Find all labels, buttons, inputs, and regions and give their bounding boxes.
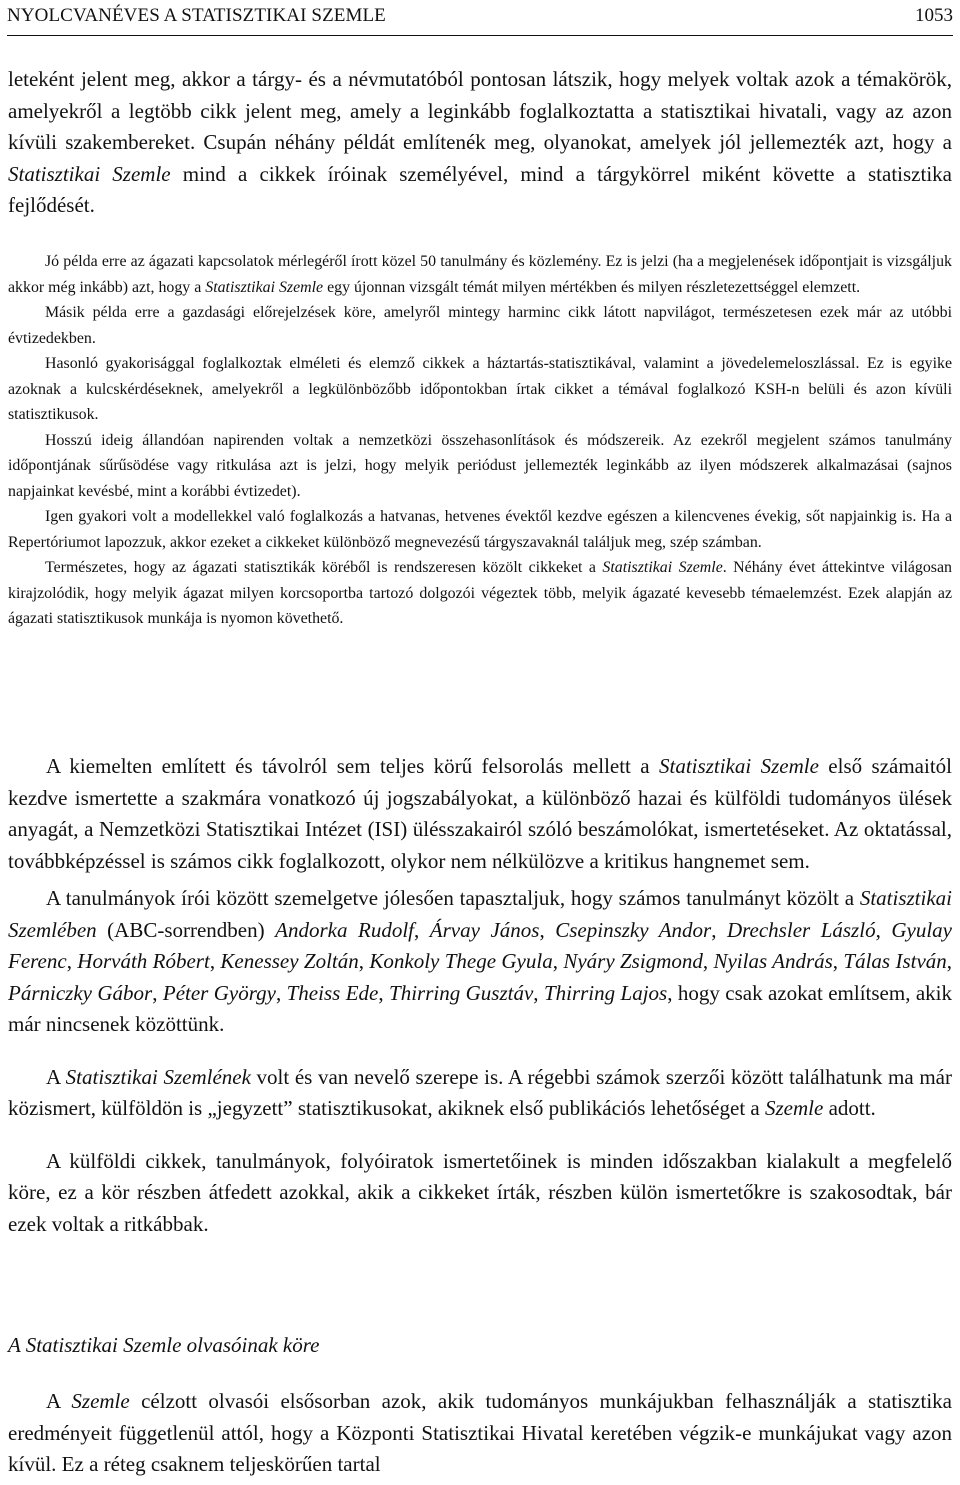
journal-name-italic: Statisztikai Szemle (8, 161, 171, 186)
author-name: Konkoly Thege Gyula (369, 949, 553, 973)
author-name: Csepinszky Andor (555, 917, 712, 942)
paragraph-authors: A tanulmányok írói között szemelgetve jólesően tapasztaljuk, hogy számos tanulmányt közölt a Statisztikai Szemlében (ABC-sorrendben) Andorka Rudolf, Árvay János, Csepinszky Andor, Drechsler László, Gyulay Ferenc, Horváth Róbert, Kenessey Zoltán, Konkoly Thege Gyula, Nyáry Zsigmond, Nyilas András, Tálas István, Párniczky Gábor, Péter György, Theiss Ede, Thirring Gusztáv, Thirring Lajos, hogy csak azokat említsem, akik már nincsenek közöttünk. (8, 886, 953, 1036)
journal-name-italic: Statisztikai Szemle (205, 278, 324, 296)
header-rule (7, 35, 953, 36)
example-paragraph-models: Igen gyakori volt a modellekkel való foglalkozás a hatvanas, hetvenes évektől kezdve egészen a kilencvenes évekig, sőt napjainkig is. Ha a Repertóriumot lapozzuk, akkor ezeket a cikkeket különböző megnevezésű tárgyszavaknál találjuk meg, szép számban. (8, 508, 952, 551)
author-name: Péter György (162, 980, 276, 1005)
author-name: Tálas István (843, 949, 947, 973)
author-name: Thirring Lajos (543, 980, 668, 1005)
section-heading: A Statisztikai Szemle olvasóinak köre (8, 1333, 320, 1357)
example-paragraph-io-tables: Jó példa erre az ágazati kapcsolatok mérlegéről írott közel 50 tanulmány és közlemény. Ez is jelzi (ha a megjelenések időpontjait is vizsgáljuk akkor még inkább) azt, hogy a Statisztikai Szemle egy újonnan vizsgált témát milyen mértékben és milyen részletezettséggel elemzett. (8, 253, 952, 296)
journal-name-italic: Statisztikai Szemlének (65, 1064, 251, 1089)
author-name: Thirring Gusztáv (389, 980, 534, 1005)
author-name: Andorka Rudolf (275, 917, 414, 942)
example-paragraph-household: Hasonló gyakorisággal foglalkoztak elméleti és elemző cikkek a háztartás-statisztikával, valamint a jövedelemeloszlással. Ez is egyike azoknak a kulcskérdéseknek, amelyekről a legkülönbözőbb időpontokban írtak cikket a témával foglalkozó KSH-n belüli és azon kívüli statisztikusok. (8, 355, 952, 423)
author-name: Nyáry Zsigmond (563, 949, 703, 973)
author-name: Theiss Ede (286, 980, 379, 1005)
journal-short-name-italic: Szemle (71, 1389, 130, 1413)
author-name: Párniczky Gábor (8, 980, 153, 1005)
author-name: Gyulay Ferenc (8, 917, 953, 973)
running-header (7, 4, 953, 28)
author-name: Horváth Róbert (77, 949, 210, 973)
author-name: Kenessey Zoltán (220, 949, 359, 973)
example-paragraph-sectoral: Természetes, hogy az ágazati statisztikák köréből is rendszeresen közölt cikkeket a Statisztikai Szemle. Néhány évet áttekintve világosan kirajzolódik, hogy melyik ágazat milyen korcsoportba tartozó dolgozói végeztek több, melyik ágazaté kevesebb témaelemzést. Ezek alapján az ágazati statisztikusok munkája is nyomon követhető. (8, 559, 952, 627)
author-name: Nyilas András (713, 949, 833, 973)
author-name: Drechsler László (726, 917, 876, 942)
example-paragraph-forecasts: Másik példa erre a gazdasági előrejelzések köre, amelyről mintegy harminc cikk látott napvilágot, természetesen ezek már az utóbbi évtizedekben. (8, 304, 952, 347)
page-number: 1053 (915, 5, 953, 26)
journal-title: NYOLCVANÉVES A STATISZTIKAI SZEMLE (7, 5, 386, 26)
journal-name-italic: Statisztikai Szemle (659, 754, 819, 778)
journal-name-italic: Statisztikai Szemlében (8, 886, 952, 942)
examples-block (8, 249, 952, 632)
journal-name-italic: Statisztikai Szemle (602, 559, 723, 576)
journal-short-name-italic: Szemle (764, 1096, 824, 1120)
main-text (8, 751, 952, 1261)
paragraph-foreign-reviews: A külföldi cikkek, tanulmányok, folyóiratok ismertetőinek is minden időszakban kialakult a megfelelő köre, ez a kör részben átfedett azokkal, akik a cikkeket írták, részben külön ismertetőkre is szakosodtak, bár ezek voltak a ritkábbak. (8, 1148, 952, 1236)
paragraph-educational-role: A Statisztikai Szemlének volt és van nevelő szerepe is. A régebbi számok szerzői között találhatunk ma már közismert, külföldön is „jegyzett” statisztikusokat, akiknek első publikációs lehetőséget a Szemle adott. (8, 1064, 952, 1120)
example-paragraph-international: Hosszú ideig állandóan napirenden voltak a nemzetközi összehasonlítások és módszereik. Az ezekről megjelent számos tanulmány időpontjának sűrűsödése vagy ritkulása azt is jelzi, hogy melyik periódust jellemezték leginkább az ilyen módszerek alkalmazásai (sajnos napjainkat kevésbé, mint a korábbi évtizedet). (8, 431, 952, 500)
paragraph-topics: A kiemelten említett és távolról sem teljes körű felsorolás mellett a Statisztikai Szemle első számaitól kezdve ismertette a szakmára vonatkozó új jogszabályokat, a különböző hazai és külföldi tudományos ülések anyagát, a Nemzetközi Statisztikai Intézet (ISI) ülésszakairól szóló beszámolókat, ismertetéseket. Az oktatással, továbbképzéssel is számos cikk foglalkozott, olykor nem nélkülözve a kritikus hangnemet sem. (8, 754, 952, 873)
paragraph-readership: A Szemle célzott olvasói elsősorban azok, akik tudományos munkájukban felhasználják a statisztika eredményeit függetlenül attól, hogy a Központi Statisztikai Hivatal keretében végzik-e munkájukat vagy azon kívül. Ez a réteg csaknem teljeskörűen tartal (8, 1389, 952, 1476)
author-name: Árvay János (429, 917, 540, 942)
intro-paragraph: leteként jelent meg, akkor a tárgy- és a névmutatóból pontosan látszik, hogy melyek voltak azok a témakörök, amelyekről a legtöbb cikk jelent meg, amely a leginkább foglalkoztatta a statisztikai hivatali, vagy az azon kívüli szakembereket. Csupán néhány példát említenék meg, olyanokat, amelyek jól jellemezték azt, hogy a Statisztikai Szemle mind a cikkek íróinak személyével, mind a tárgykörrel miként követte a statisztika fejlődését. (8, 67, 952, 217)
author-list: Andorka Rudolf, Árvay János, Csepinszky Andor, Drechsler László, Gyulay Ferenc, Horváth Róbert, Kenessey Zoltán, Konkoly Thege Gyula, Nyáry Zsigmond, Nyilas András, Tálas István, Párniczky Gábor, Péter György, Theiss Ede, Thirring Gusztáv, Thirring Lajos (8, 917, 953, 1005)
